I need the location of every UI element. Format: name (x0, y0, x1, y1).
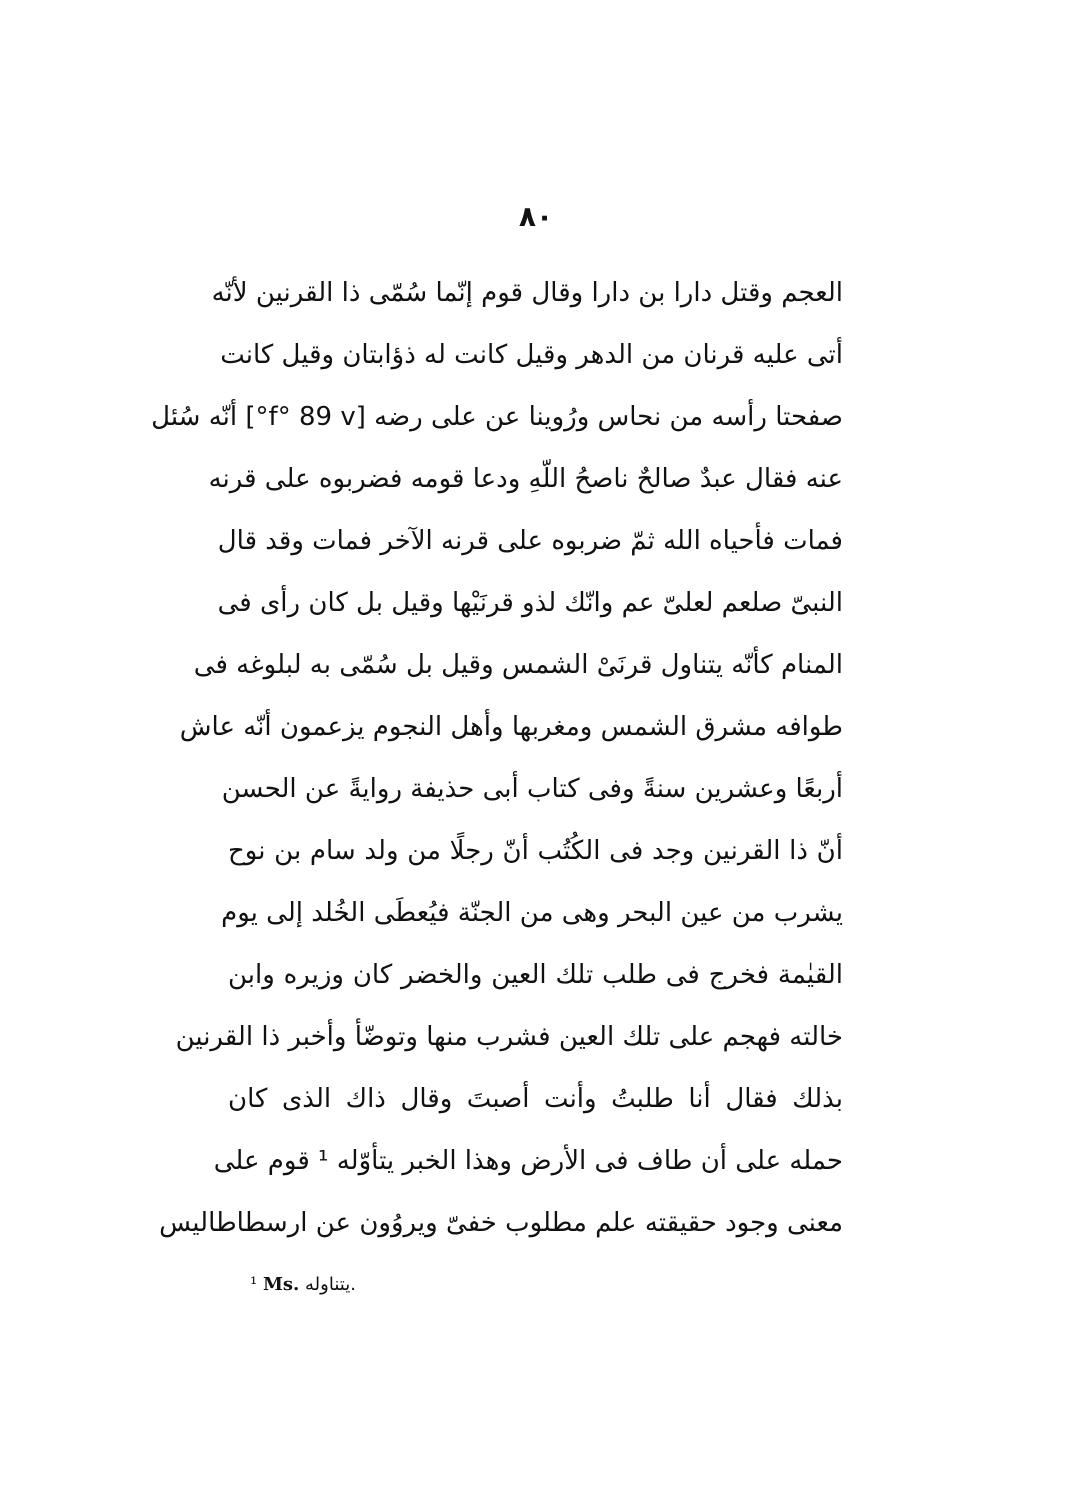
text-line: معنى وجود حقيقته علم مطلوب خفىّ ويروُون عن ارسطاطاليس (159, 1208, 843, 1238)
footnote (250, 1274, 450, 1295)
text-line: القيٰمة فخرج فى طلب تلك العين والخضر كان وزيره وابن (228, 960, 843, 990)
page-number: ٨٠ (518, 200, 554, 233)
text-line: العجم وقتل دارا بن دارا وقال قوم إنّما سُمّى ذا القرنين لأنّه (211, 278, 843, 308)
text-line: يشرب من عين البحر وهى من الجنّة فيُعطَى الخُلد إلى يوم (221, 898, 843, 928)
text-line: أتى عليه قرنان من الدهر وقيل كانت له ذؤابتان وقيل كانت (220, 340, 843, 370)
footnote-text: يتناوله. (305, 1274, 356, 1295)
text-line: المنام كأنّه يتناول قرنَىْ الشمس وقيل بل سُمّى به لبلوغه فى (193, 650, 843, 680)
text-line: حمله على أن طاف فى الأرض وهذا الخبر يتأوّله ¹ قوم على (213, 1146, 843, 1176)
body-text (151, 262, 843, 1254)
text-line: فمات فأحياه الله ثمّ ضربوه على قرنه الآخر فمات وقد قال (217, 526, 843, 556)
footnote-source: Ms. (262, 1274, 300, 1295)
text-line: بذلك فقال أنا طلبتُ وأنت أصبتَ وقال ذاك الذى كان (228, 1084, 843, 1114)
text-line: النبىّ صلعم لعلىّ عم وانّك لذو قرنَيْها وقيل بل كان رأى فى (217, 588, 843, 618)
text-line: عنه فقال عبدٌ صالحٌ ناصحُ اللّهِ ودعا قومه فضربوه على قرنه (208, 464, 843, 494)
text-line: أربعًا وعشرين سنةً وفى كتاب أبى حذيفة روايةً عن الحسن (221, 774, 843, 804)
text-line: صفحتا رأسه من نحاس ورُوينا عن على رضه [f° 89 v°] أنّه سُئل (151, 402, 843, 432)
footnote-marker: ¹ (250, 1274, 258, 1295)
text-line: خالته فهجم على تلك العين فشرب منها وتوضّأ وأخبر ذا القرنين (175, 1022, 843, 1052)
text-line: أنّ ذا القرنين وجد فى الكُتُب أنّ رجلًا من ولد سام بن نوح (228, 836, 843, 866)
text-line: طوافه مشرق الشمس ومغربها وأهل النجوم يزعمون أنّه عاش (179, 712, 843, 742)
